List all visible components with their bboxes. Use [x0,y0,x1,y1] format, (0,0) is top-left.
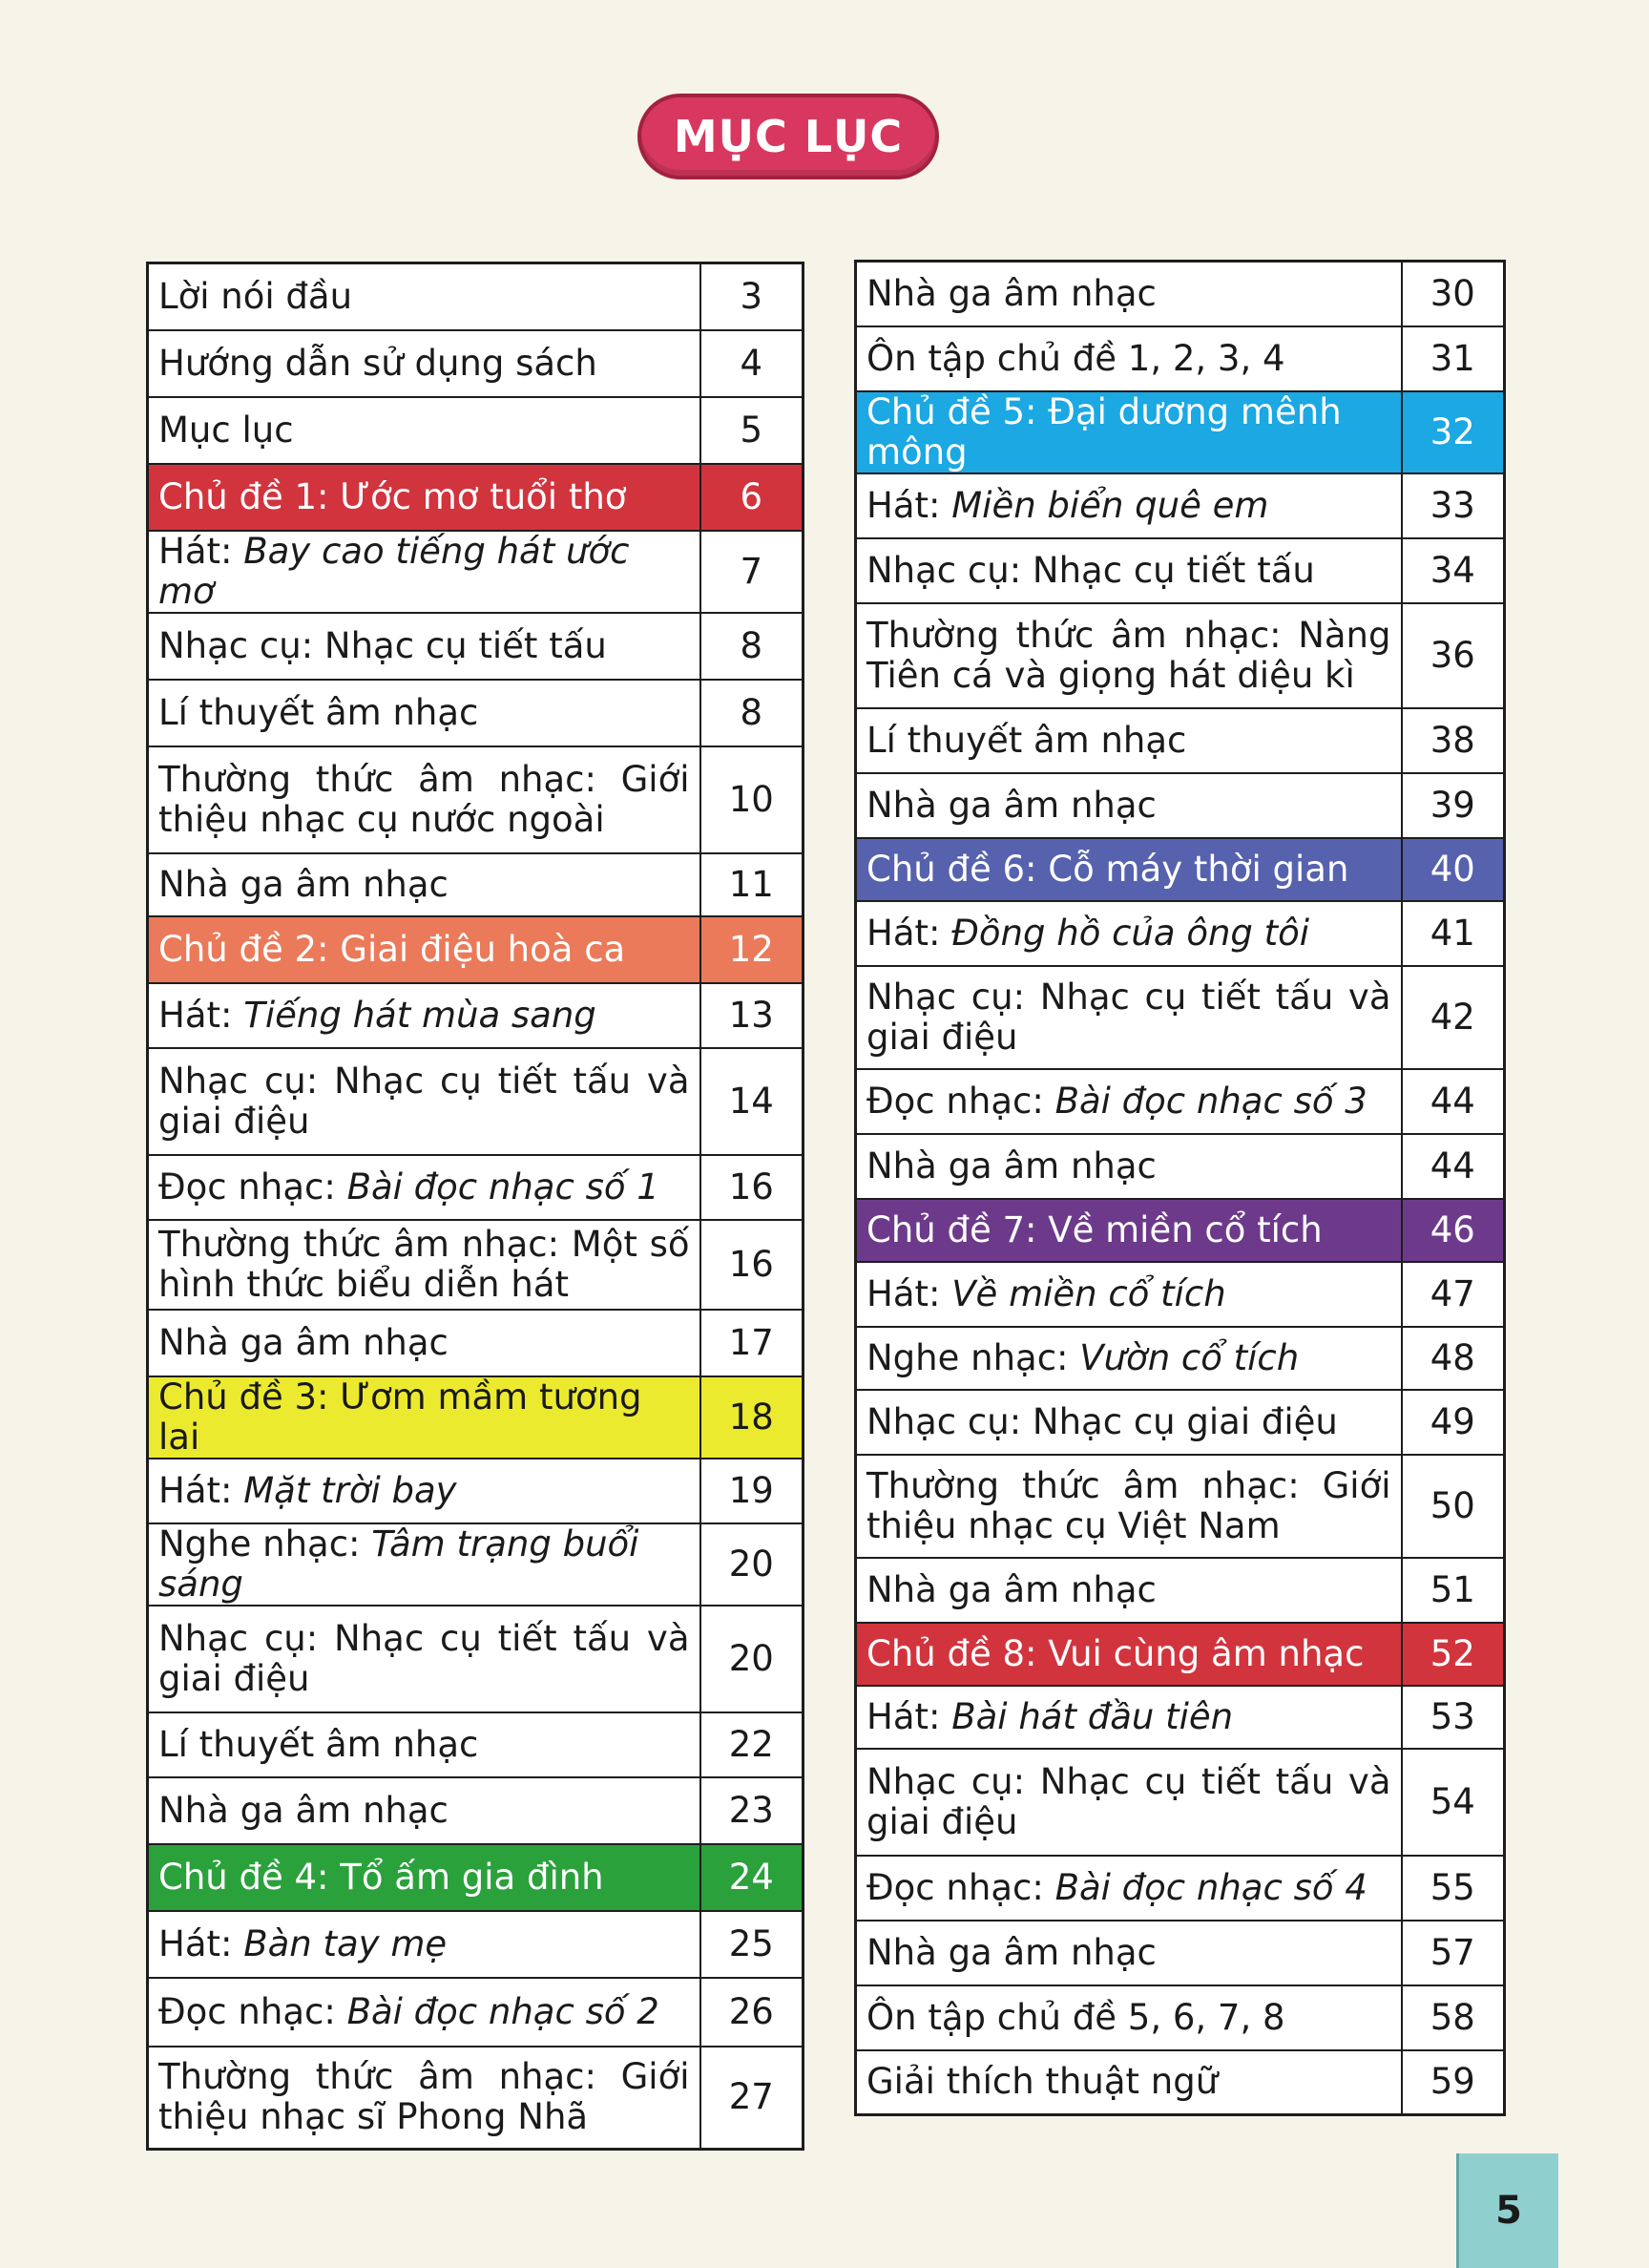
entry-title [856,603,1402,708]
entry-page-number: 10 [700,746,804,853]
entry-page-number: 30 [1402,262,1505,326]
entry-title-text: Nghe nhạc: [866,1336,1080,1378]
entry-page-number: 12 [700,916,804,983]
entry-title-text: Đọc nhạc: [866,1866,1055,1908]
entry-page-number: 34 [1402,538,1505,603]
entry-title [148,531,700,613]
entry-title-text: Lí thuyết âm nhạc [158,691,479,733]
entry-title-text: Nhà ga âm nhạc [158,1789,449,1831]
entry-title [856,1134,1402,1199]
entry-title-text: Nhạc cụ: Nhạc cụ tiết tấu và giai điệu [866,1760,1391,1842]
entry-page-number: 52 [1402,1623,1505,1686]
topic-title [148,1844,700,1911]
toc-row [856,1623,1505,1686]
toc-row [148,1155,804,1220]
entry-page-number: 7 [700,531,804,613]
entry-title-text: Hát: [158,530,244,572]
toc-row [148,330,804,397]
toc-row [148,613,804,680]
toc-row [148,263,804,330]
toc-row [856,1558,1505,1623]
toc-row [856,262,1505,326]
page-number: 5 [1456,2153,1558,2268]
entry-title [148,1911,700,1978]
entry-page-number: 31 [1402,326,1505,391]
entry-title [148,1155,700,1220]
entry-page-number: 22 [700,1712,804,1777]
entry-page-number: 16 [700,1220,804,1310]
entry-title-italic: Bài hát đầu tiên [951,1695,1234,1737]
entry-page-number: 38 [1402,708,1505,773]
entry-title-text: Lời nói đầu [158,275,353,317]
entry-title-italic: Bài đọc nhạc số 1 [346,1166,659,1208]
toc-row [148,1310,804,1376]
toc-row [856,473,1505,538]
entry-title [148,1712,700,1777]
entry-title-text: Chủ đề 8: Vui cùng âm nhạc [866,1632,1365,1674]
entry-title [856,1069,1402,1134]
entry-title [148,330,700,397]
entry-title-italic: Đồng hồ của ông tôi [951,912,1310,954]
entry-page-number: 11 [700,853,804,916]
entry-page-number: 25 [700,1911,804,1978]
entry-title-text: Chủ đề 6: Cỗ máy thời gian [866,848,1349,890]
toc-row [856,603,1505,708]
toc-row [856,901,1505,966]
entry-title [856,538,1402,603]
entry-title [856,1921,1402,1985]
entry-title [148,1777,700,1844]
topic-title [148,1376,700,1459]
entry-title-italic: Bay cao tiếng hát ước mơ [158,530,630,612]
entry-page-number: 58 [1402,1985,1505,2050]
entry-title [856,1856,1402,1921]
toc-row [856,773,1505,838]
entry-title-text: Nhạc cụ: Nhạc cụ tiết tấu và giai điệu [158,1617,690,1699]
toc-row [148,1777,804,1844]
entry-title [148,397,700,464]
entry-title-text: Chủ đề 4: Tổ ấm gia đình [158,1856,604,1898]
entry-page-number: 23 [700,1777,804,1844]
toc-row [148,1523,804,1606]
entry-page-number: 57 [1402,1921,1505,1985]
entry-title-italic: Mặt trời bay [243,1469,457,1511]
entry-title-text: Đọc nhạc: [158,1166,347,1208]
entry-page-number: 27 [700,2047,804,2150]
entry-title-text: Lí thuyết âm nhạc [158,1723,479,1765]
entry-title [148,1220,700,1310]
entry-title [856,1455,1402,1558]
entry-title-text: Thường thức âm nhạc: Giới thiệu nhạc cụ Việt Nam [866,1464,1391,1546]
entry-page-number: 55 [1402,1856,1505,1921]
entry-page-number: 8 [700,680,804,746]
toc-row [856,1686,1505,1749]
toc-row [856,708,1505,773]
entry-title-italic: Bàn tay mẹ [243,1922,448,1964]
entry-title [148,1459,700,1523]
entry-title-text: Giải thích thuật ngữ [866,2061,1219,2103]
entry-title-italic: Tiếng hát mùa sang [243,994,596,1036]
toc-row [856,1069,1505,1134]
entry-title-text: Mục lục [158,409,294,451]
entry-page-number: 59 [1402,2050,1505,2115]
entry-title [856,1327,1402,1390]
toc-row [148,1844,804,1911]
entry-title [856,901,1402,966]
toc-row [856,838,1505,901]
entry-page-number: 17 [700,1310,804,1376]
toc-row [148,1048,804,1155]
entry-title [148,1606,700,1712]
entry-title-text: Nhạc cụ: Nhạc cụ giai điệu [866,1400,1338,1442]
entry-title-text: Thường thức âm nhạc: Một số hình thức biểu diễn hát [158,1223,690,1305]
entry-title-text: Hát: [866,1695,952,1737]
entry-page-number: 26 [700,1978,804,2047]
entry-title-italic: Tâm trạng buổi sáng [158,1522,639,1605]
entry-title [148,746,700,853]
entry-title-italic: Vườn cổ tích [1079,1336,1300,1378]
entry-title-italic: Miền biển quê em [951,484,1269,526]
entry-title [148,1310,700,1376]
entry-title-text: Hướng dẫn sử dụng sách [158,342,597,384]
entry-page-number: 6 [700,464,804,531]
entry-title-text: Hát: [866,1272,952,1314]
topic-title [856,838,1402,901]
entry-title-text: Thường thức âm nhạc: Giới thiệu nhạc sĩ Phong Nhã [158,2056,690,2138]
entry-page-number: 42 [1402,966,1505,1069]
entry-title-text: Thường thức âm nhạc: Giới thiệu nhạc cụ nước ngoài [158,758,690,840]
toc-row [856,1262,1505,1327]
entry-title [148,983,700,1048]
entry-title-text: Nhạc cụ: Nhạc cụ tiết tấu [158,624,607,666]
entry-title-text: Chủ đề 3: Ươm mầm tương lai [158,1376,642,1458]
toc-row [856,1199,1505,1262]
entry-page-number: 33 [1402,473,1505,538]
topic-title [856,391,1402,473]
entry-page-number: 3 [700,263,804,330]
entry-title [856,1749,1402,1856]
entry-page-number: 20 [700,1523,804,1606]
entry-title-text: Đọc nhạc: [866,1080,1055,1122]
entry-title [856,1985,1402,2050]
entry-page-number: 13 [700,983,804,1048]
entry-title-text: Nhà ga âm nhạc [866,1931,1157,1973]
toc-row [856,391,1505,473]
entry-title [856,2050,1402,2115]
toc-row [856,966,1505,1069]
entry-title-text: Chủ đề 5: Đại dương mênh mông [866,390,1342,472]
topic-title [856,1199,1402,1262]
toc-row [148,1376,804,1459]
topic-title [148,916,700,983]
entry-title-text: Nhạc cụ: Nhạc cụ tiết tấu [866,549,1315,591]
entry-page-number: 36 [1402,603,1505,708]
entry-title [148,1048,700,1155]
entry-page-number: 50 [1402,1455,1505,1558]
toc-row [856,538,1505,603]
entry-title-text: Hát: [158,1469,244,1511]
topic-title [856,1623,1402,1686]
toc-row [856,1921,1505,1985]
entry-title [856,326,1402,391]
entry-title [148,263,700,330]
entry-title-text: Nghe nhạc: [158,1522,372,1564]
entry-title [148,1978,700,2047]
entry-page-number: 14 [700,1048,804,1155]
entry-title-text: Hát: [866,484,952,526]
entry-page-number: 44 [1402,1069,1505,1134]
entry-page-number: 47 [1402,1262,1505,1327]
entry-page-number: 20 [700,1606,804,1712]
toc-row [148,916,804,983]
entry-page-number: 48 [1402,1327,1505,1390]
entry-title [148,2047,700,2150]
toc-row [856,1134,1505,1199]
toc-row [148,983,804,1048]
toc-row [856,1856,1505,1921]
entry-page-number: 19 [700,1459,804,1523]
entry-title [856,1262,1402,1327]
toc-row [148,1712,804,1777]
entry-title-text: Lí thuyết âm nhạc [866,719,1187,761]
entry-page-number: 4 [700,330,804,397]
entry-page-number: 16 [700,1155,804,1220]
entry-title [856,773,1402,838]
toc-row [148,680,804,746]
entry-title-text: Nhạc cụ: Nhạc cụ tiết tấu và giai điệu [158,1060,690,1142]
entry-page-number: 32 [1402,391,1505,473]
toc-row [148,531,804,613]
entry-page-number: 41 [1402,901,1505,966]
entry-title [148,613,700,680]
toc-row [148,1606,804,1712]
entry-title-text: Nhà ga âm nhạc [866,1568,1157,1610]
entry-title-text: Nhà ga âm nhạc [866,1144,1157,1186]
toc-table-right [854,260,1506,2116]
toc-row [856,1985,1505,2050]
entry-title-text: Nhà ga âm nhạc [866,784,1157,826]
entry-title-text: Đọc nhạc: [158,1990,347,2032]
toc-row [148,2047,804,2150]
entry-page-number: 8 [700,613,804,680]
toc-row [856,2050,1505,2115]
entry-title-text: Thường thức âm nhạc: Nàng Tiên cá và giọng hát diệu kì [866,614,1391,696]
entry-page-number: 40 [1402,838,1505,901]
entry-page-number: 39 [1402,773,1505,838]
entry-title [856,966,1402,1069]
entry-title-text: Nhà ga âm nhạc [158,1321,449,1363]
entry-page-number: 5 [700,397,804,464]
entry-title-italic: Bài đọc nhạc số 2 [346,1990,659,2032]
entry-title-text: Hát: [866,912,952,954]
entry-page-number: 54 [1402,1749,1505,1856]
toc-row [856,1455,1505,1558]
entry-page-number: 49 [1402,1390,1505,1455]
entry-title-text: Ôn tập chủ đề 1, 2, 3, 4 [866,337,1285,379]
toc-row [856,326,1505,391]
entry-title [148,1523,700,1606]
entry-page-number: 24 [700,1844,804,1911]
entry-page-number: 18 [700,1376,804,1459]
entry-title-text: Hát: [158,994,244,1036]
entry-title [856,1686,1402,1749]
entry-page-number: 51 [1402,1558,1505,1623]
toc-row [148,1978,804,2047]
entry-page-number: 44 [1402,1134,1505,1199]
entry-page-number: 46 [1402,1199,1505,1262]
toc-row [148,853,804,916]
toc-row [148,1220,804,1310]
toc-row [856,1749,1505,1856]
toc-row [148,1911,804,1978]
entry-title [856,262,1402,326]
toc-table-left [146,262,804,2151]
entry-title [856,1558,1402,1623]
toc-row [148,464,804,531]
entry-title-text: Nhạc cụ: Nhạc cụ tiết tấu và giai điệu [866,976,1391,1058]
entry-title-text: Chủ đề 7: Về miền cổ tích [866,1208,1323,1250]
toc-row [856,1327,1505,1390]
entry-title [148,680,700,746]
entry-title [856,473,1402,538]
toc-row [148,746,804,853]
entry-title [856,1390,1402,1455]
entry-title-text: Ôn tập chủ đề 5, 6, 7, 8 [866,1996,1285,2038]
entry-title-text: Chủ đề 1: Ước mơ tuổi thơ [158,475,627,517]
page-title: MỤC LỤC [637,94,939,179]
entry-title-text: Chủ đề 2: Giai điệu hoà ca [158,928,626,970]
entry-title-text: Nhà ga âm nhạc [866,272,1157,314]
toc-row [856,1390,1505,1455]
entry-title [148,853,700,916]
entry-title-italic: Về miền cổ tích [951,1272,1226,1314]
topic-title [148,464,700,531]
entry-title [856,708,1402,773]
toc-row [148,397,804,464]
toc-row [148,1459,804,1523]
entry-title-text: Hát: [158,1922,244,1964]
entry-title-italic: Bài đọc nhạc số 3 [1054,1080,1367,1122]
entry-page-number: 53 [1402,1686,1505,1749]
entry-title-text: Nhà ga âm nhạc [158,863,449,905]
entry-title-italic: Bài đọc nhạc số 4 [1054,1866,1367,1908]
